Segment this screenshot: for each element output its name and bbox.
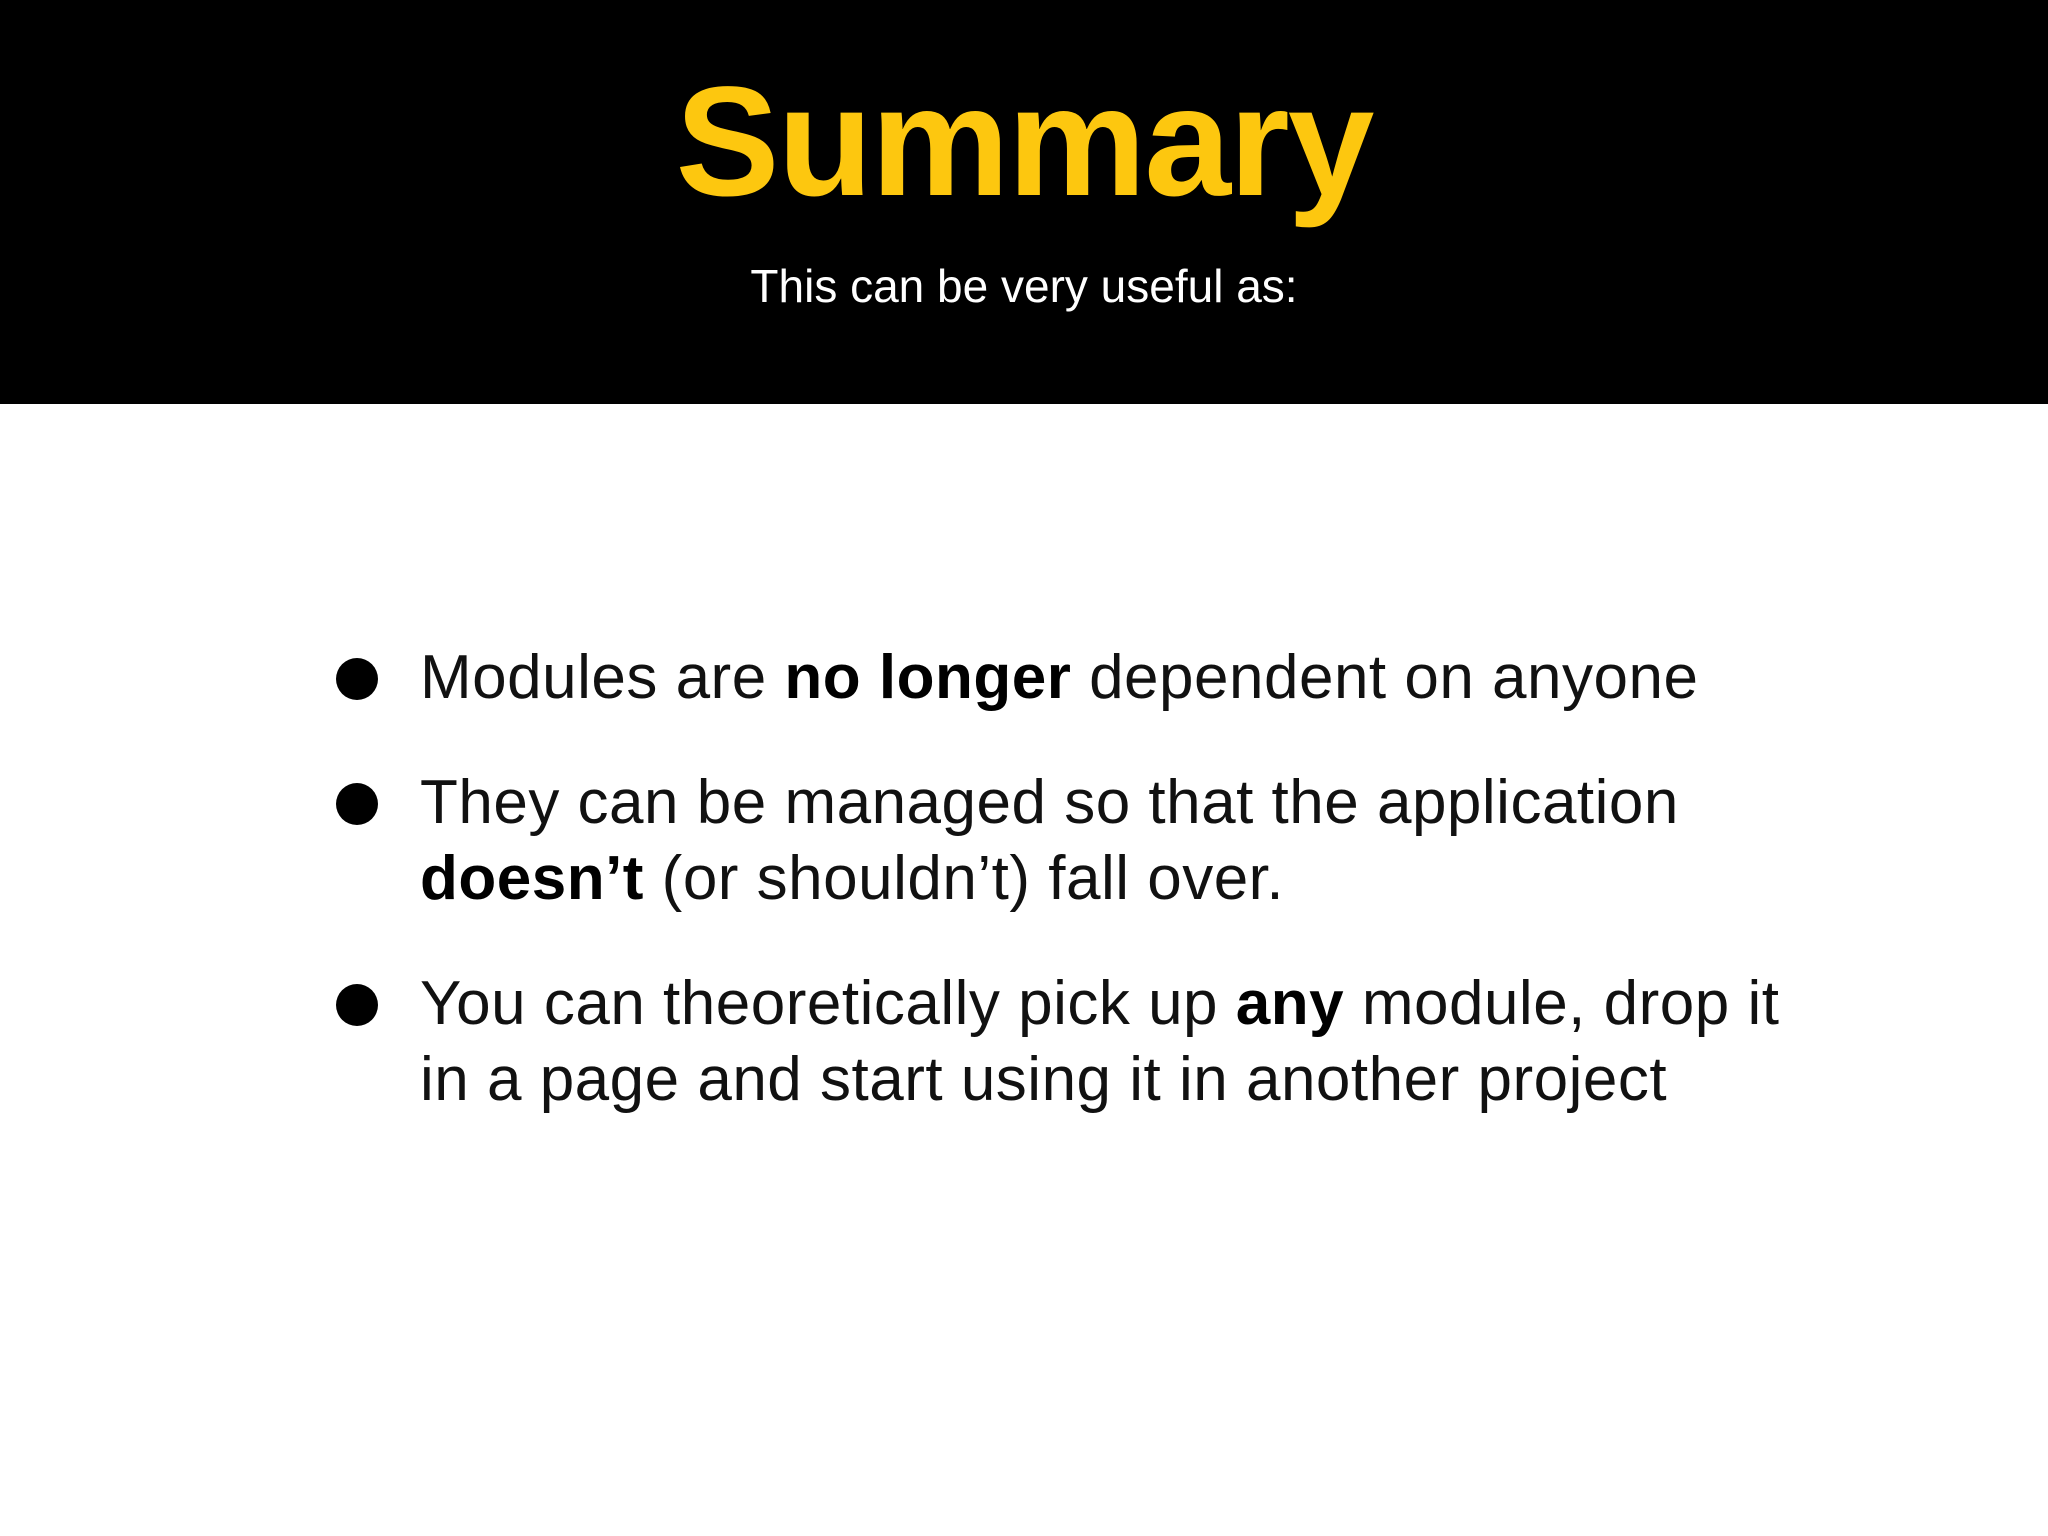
bullet-emphasis: any bbox=[1235, 969, 1345, 1038]
bullet-text bbox=[420, 765, 1840, 917]
bullet-text bbox=[420, 966, 1840, 1118]
bullet-text-part: dependent on anyone bbox=[1071, 643, 1699, 712]
bullet-text-part: You can theoretically pick up bbox=[420, 969, 1236, 1038]
bullet-dot-icon bbox=[336, 658, 378, 700]
bullet-text-part: in a page and start using it in another project bbox=[420, 1045, 1668, 1114]
slide-title: Summary bbox=[675, 55, 1373, 229]
bullet-emphasis: no longer bbox=[784, 643, 1072, 712]
bullet-emphasis: doesn’t bbox=[420, 844, 644, 913]
bullet-dot-icon bbox=[336, 984, 378, 1026]
bullet-text-part: They can be managed so that the application bbox=[420, 768, 1679, 837]
bullet-text-part: (or shouldn’t) fall over. bbox=[643, 844, 1285, 913]
bullet-text bbox=[420, 640, 1840, 716]
bullet-dot-icon bbox=[336, 783, 378, 825]
bullet-text-part: Modules are bbox=[420, 643, 785, 712]
slide-subtitle: This can be very useful as: bbox=[750, 260, 1298, 312]
bullet-text-part: module, drop it bbox=[1344, 969, 1780, 1038]
